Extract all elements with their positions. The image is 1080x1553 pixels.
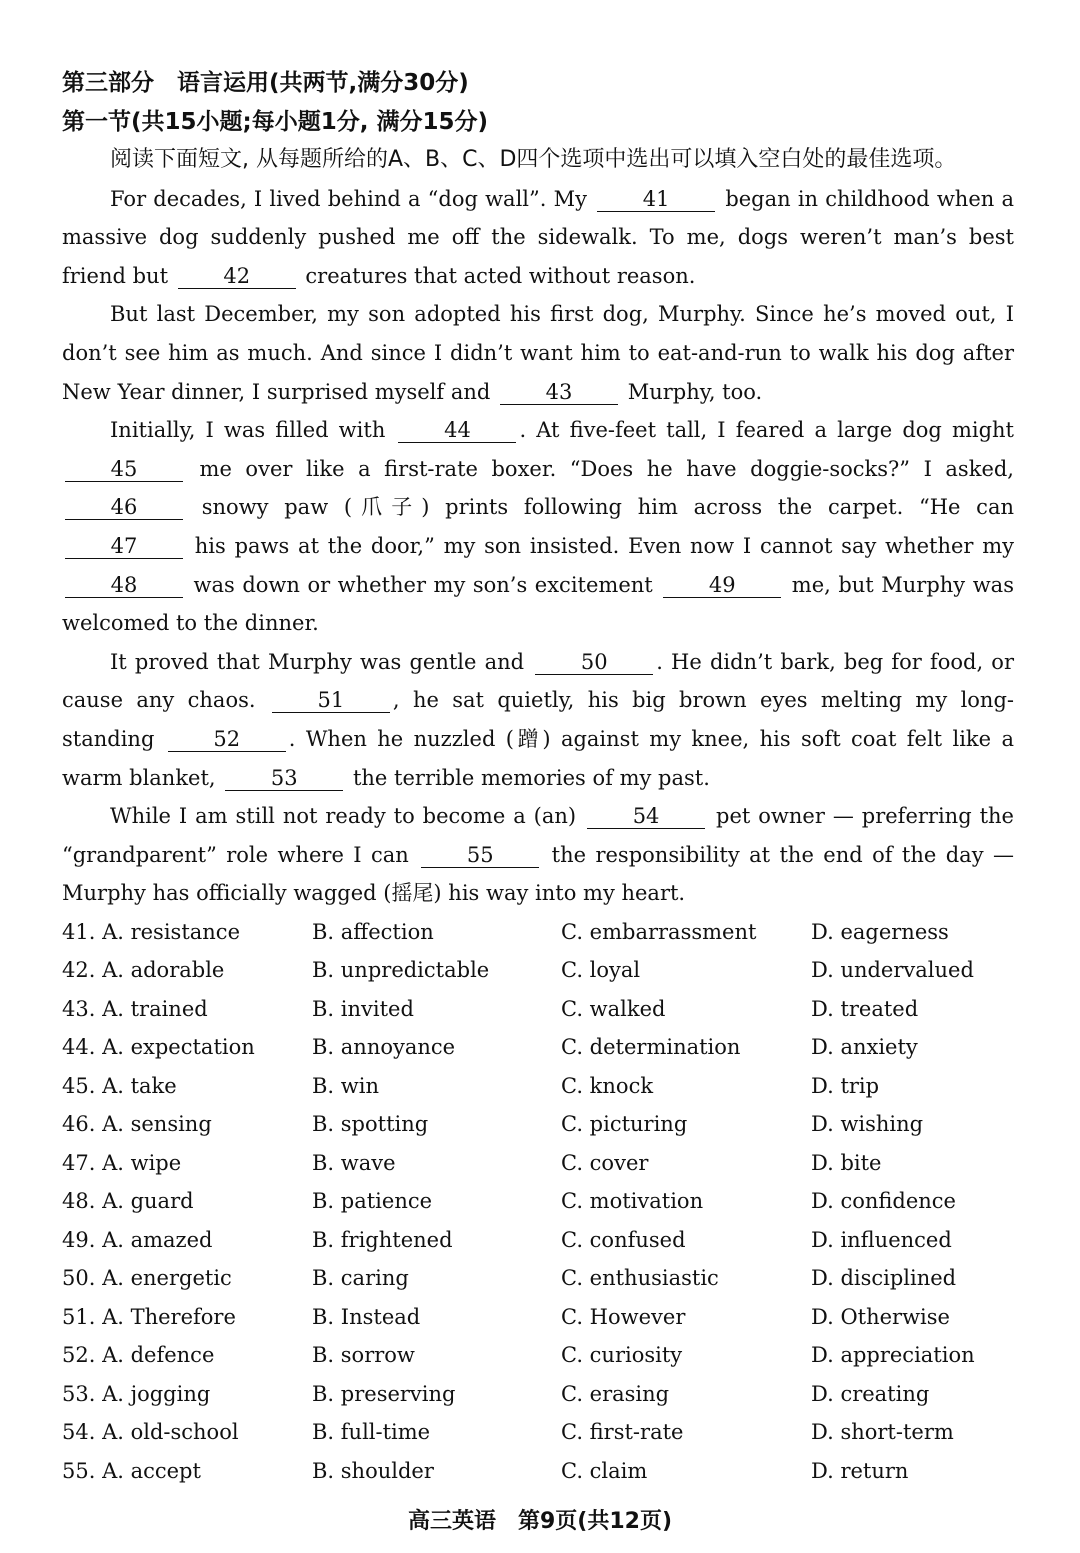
option-a: 44. A. expectation <box>62 1035 255 1060</box>
option-a: 42. A. adorable <box>62 958 225 983</box>
blank-53: 53 <box>225 766 343 791</box>
passage-text: the terrible memories of my past. <box>352 765 710 790</box>
part-title: 第三部分 语言运用(共两节,满分30分) <box>62 70 469 96</box>
option-a: 51. A. Therefore <box>62 1304 236 1329</box>
passage-text: snowy paw (爪子) prints following him across the carpet. “He can <box>201 495 1014 520</box>
passage-text: began in childhood when a massive dog suddenly pushed me off the sidewalk. To me, dogs weren’t man’s best friend but <box>62 186 1014 288</box>
option-a: 46. A. sensing <box>62 1112 212 1137</box>
option-row-49 <box>62 1221 1014 1260</box>
passage-text: me over like a first-rate boxer. “Does he have doggie-socks?” I asked, <box>199 456 1014 481</box>
blank-51: 51 <box>272 688 390 713</box>
option-a: 53. A. jogging <box>62 1381 211 1406</box>
option-d: D. Otherwise <box>811 1304 950 1329</box>
passage-text: But last December, my son adopted his first dog, Murphy. Since he’s moved out, I don’t see him as much. And since I didn’t want him to eat-and-run to walk his dog after New Year dinner, I surprised myself and <box>62 302 1014 404</box>
passage-paragraph-1 <box>62 180 1014 296</box>
blank-41: 41 <box>597 187 715 212</box>
passage-paragraph-2 <box>62 295 1014 411</box>
option-c: C. claim <box>561 1458 648 1483</box>
option-d: D. return <box>811 1458 909 1483</box>
blank-48: 48 <box>65 573 183 598</box>
option-a: 55. A. accept <box>62 1458 201 1483</box>
option-b: B. Instead <box>312 1304 421 1329</box>
option-d: D. trip <box>811 1073 880 1098</box>
option-b: B. shoulder <box>312 1458 434 1483</box>
passage-paragraph-4 <box>62 643 1014 797</box>
option-b: B. caring <box>312 1266 409 1291</box>
option-a: 52. A. defence <box>62 1343 215 1368</box>
passage-text: While I am still not ready to become a (an) <box>110 804 577 829</box>
option-a: 49. A. amazed <box>62 1227 213 1252</box>
passage-text: was down or whether my son’s excitement <box>193 572 653 597</box>
passage-text: Initially, I was filled with <box>110 418 386 443</box>
option-c: C. enthusiastic <box>561 1266 719 1291</box>
option-c: C. motivation <box>561 1189 704 1214</box>
instruction-text: 阅读下面短文, 从每题所给的A、B、C、D四个选项中选出可以填入空白处的最佳选项。 <box>110 147 957 172</box>
option-b: B. spotting <box>312 1112 429 1137</box>
option-c: C. However <box>561 1304 686 1329</box>
option-row-44 <box>62 1028 1014 1067</box>
option-d: D. confidence <box>811 1189 956 1214</box>
page-footer: 高三英语 第9页(共12页) <box>407 1509 673 1534</box>
option-c: C. determination <box>561 1035 741 1060</box>
option-c: C. first-rate <box>561 1420 684 1445</box>
option-b: B. affection <box>312 919 434 944</box>
passage-text: creatures that acted without reason. <box>305 263 696 288</box>
option-c: C. walked <box>561 996 666 1021</box>
blank-54: 54 <box>587 804 705 829</box>
passage-text: It proved that Murphy was gentle and <box>110 649 525 674</box>
passage-text: Murphy, too. <box>627 379 763 404</box>
option-c: C. loyal <box>561 958 641 983</box>
option-row-43 <box>62 990 1014 1029</box>
option-a: 41. A. resistance <box>62 919 240 944</box>
blank-52: 52 <box>168 727 286 752</box>
option-d: D. treated <box>811 996 919 1021</box>
blank-46: 46 <box>65 495 183 520</box>
option-d: D. eagerness <box>811 919 949 944</box>
option-row-53 <box>62 1375 1014 1414</box>
option-d: D. anxiety <box>811 1035 918 1060</box>
blank-50: 50 <box>535 650 653 675</box>
option-row-41 <box>62 913 1014 952</box>
blank-49: 49 <box>663 573 781 598</box>
option-d: D. influenced <box>811 1227 952 1252</box>
option-b: B. sorrow <box>312 1343 415 1368</box>
option-c: C. erasing <box>561 1381 670 1406</box>
option-a: 48. A. guard <box>62 1189 194 1214</box>
option-a: 50. A. energetic <box>62 1266 232 1291</box>
option-b: B. wave <box>312 1150 396 1175</box>
passage-text: . He didn’t bark, beg for food, or cause any chaos. <box>62 649 1014 713</box>
option-d: D. undervalued <box>811 958 974 983</box>
blank-43: 43 <box>500 380 618 405</box>
passage-paragraph-3 <box>62 411 1014 643</box>
passage-text: . When he nuzzled (蹭) against my knee, his soft coat felt like a warm blanket, <box>62 726 1014 790</box>
option-a: 47. A. wipe <box>62 1150 182 1175</box>
blank-42: 42 <box>178 264 296 289</box>
option-d: D. bite <box>811 1150 882 1175</box>
option-a: 45. A. take <box>62 1073 177 1098</box>
option-row-48 <box>62 1182 1014 1221</box>
option-row-54 <box>62 1413 1014 1452</box>
option-row-45 <box>62 1067 1014 1106</box>
blank-44: 44 <box>398 418 516 443</box>
option-d: D. wishing <box>811 1112 924 1137</box>
option-row-47 <box>62 1144 1014 1183</box>
option-b: B. frightened <box>312 1227 453 1252</box>
option-c: C. embarrassment <box>561 919 757 944</box>
option-c: C. knock <box>561 1073 654 1098</box>
options-list <box>62 913 1014 1491</box>
option-a: 43. A. trained <box>62 996 208 1021</box>
option-row-46 <box>62 1105 1014 1144</box>
option-d: D. creating <box>811 1381 930 1406</box>
blank-47: 47 <box>65 534 183 559</box>
exam-page <box>62 64 1014 1490</box>
passage-text: the responsibility at the end of the day — Murphy has officially wagged (摇尾) his way into my heart. <box>62 842 1014 906</box>
option-row-51 <box>62 1298 1014 1337</box>
option-b: B. preserving <box>312 1381 456 1406</box>
option-d: D. short-term <box>811 1420 954 1445</box>
option-c: C. picturing <box>561 1112 688 1137</box>
passage-text: pet owner — preferring the “grandparent” role where I can <box>62 804 1014 867</box>
option-c: C. confused <box>561 1227 686 1252</box>
passage-text: me, but Murphy was welcomed to the dinner. <box>62 572 1014 636</box>
option-b: B. unpredictable <box>312 958 490 983</box>
option-c: C. cover <box>561 1150 649 1175</box>
option-b: B. full-time <box>312 1420 431 1445</box>
option-row-50 <box>62 1259 1014 1298</box>
passage-text: . At five-feet tall, I feared a large dog might <box>519 418 1014 443</box>
passage-text: his paws at the door,” my son insisted. Even now I cannot say whether my <box>194 533 1014 558</box>
option-row-42 <box>62 951 1014 990</box>
blank-55: 55 <box>421 843 539 868</box>
option-b: B. win <box>312 1073 379 1098</box>
passage-paragraph-5 <box>62 797 1014 913</box>
option-b: B. invited <box>312 996 414 1021</box>
section-title: 第一节(共15小题;每小题1分, 满分15分) <box>62 108 488 135</box>
passage-text: For decades, I lived behind a “dog wall”. My <box>110 186 587 211</box>
option-a: 54. A. old-school <box>62 1420 239 1445</box>
option-c: C. curiosity <box>561 1343 683 1368</box>
option-b: B. annoyance <box>312 1035 456 1060</box>
blank-45: 45 <box>65 457 183 482</box>
passage-text: , he sat quietly, his big brown eyes melting my long-standing <box>62 688 1014 751</box>
option-row-52 <box>62 1336 1014 1375</box>
option-d: D. disciplined <box>811 1266 957 1291</box>
option-row-55 <box>62 1452 1014 1491</box>
option-d: D. appreciation <box>811 1343 975 1368</box>
option-b: B. patience <box>312 1189 433 1214</box>
